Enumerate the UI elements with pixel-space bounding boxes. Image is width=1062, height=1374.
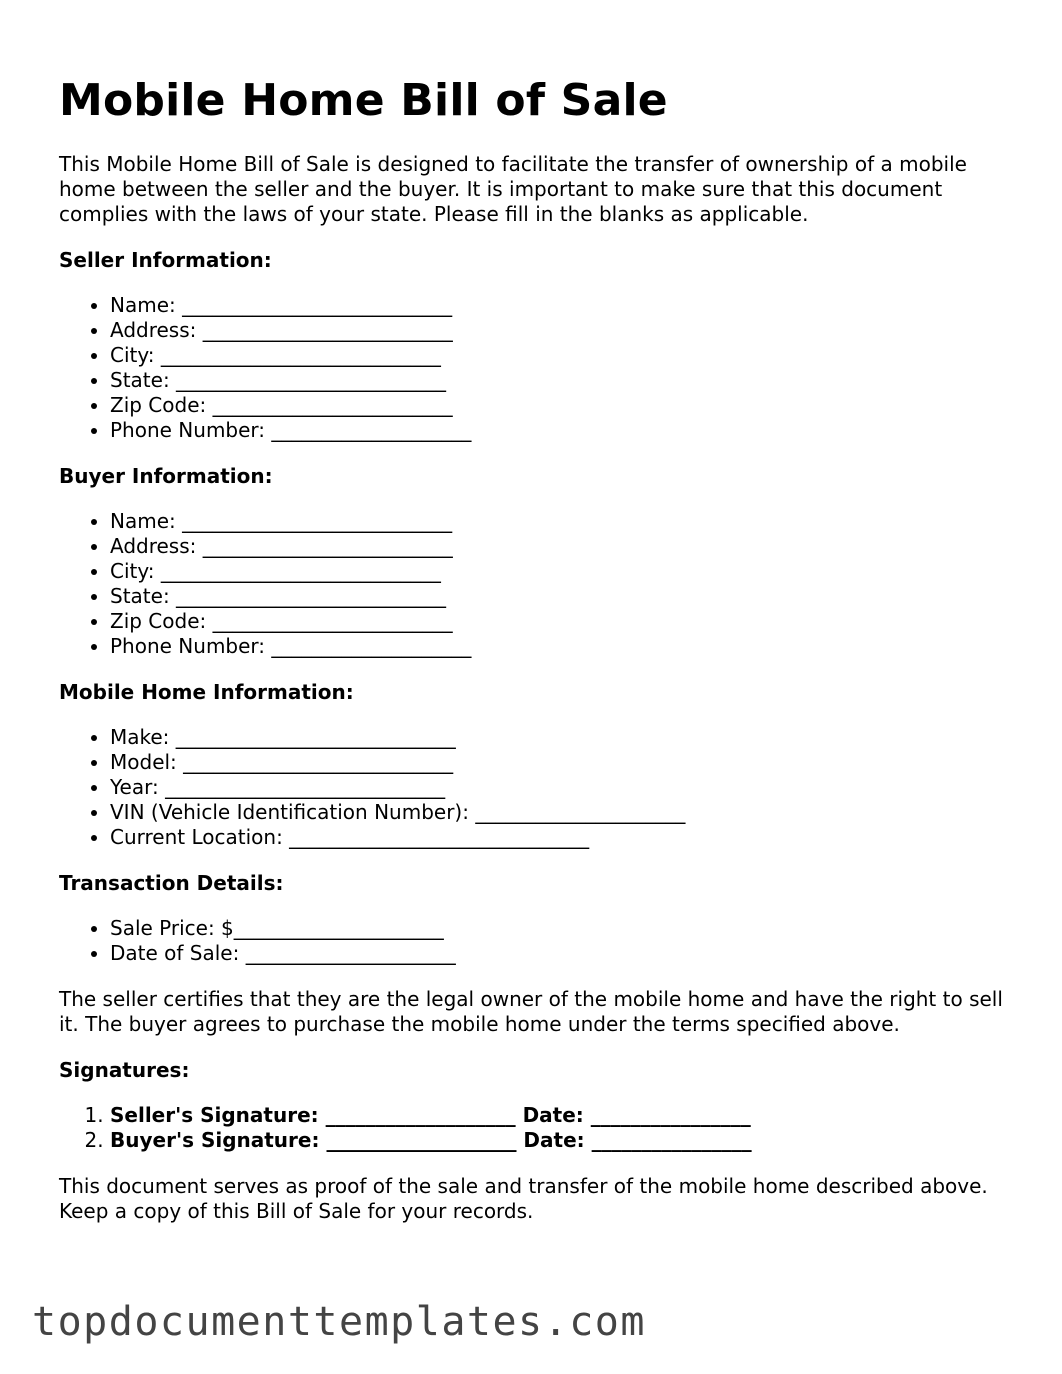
buyer-city-field: • City: ____________________________: [110, 559, 1009, 584]
transaction-list: [59, 916, 1009, 966]
buyer-date-label: Date:: [523, 1128, 585, 1152]
buyer-signature-blank: ___________________: [319, 1128, 524, 1152]
intro-paragraph: This Mobile Home Bill of Sale is designed to facilitate the transfer of ownership of a mobile home between the seller and the buyer. It is important to make sure that this document complies with the laws of your state. Please fill in the blanks as applicable.: [59, 152, 967, 226]
home-model-field: • Model: ___________________________: [110, 750, 1009, 775]
buyer-date-blank: ________________: [584, 1128, 752, 1152]
seller-name-field: • Name: ___________________________: [110, 293, 1009, 318]
buyer-signature-line: [110, 1128, 1009, 1153]
document-page: [59, 72, 1009, 1224]
transaction-heading: Transaction Details:: [59, 871, 284, 895]
sale-price-field: • Sale Price: $_____________________: [110, 916, 1009, 941]
buyer-state-field: • State: ___________________________: [110, 584, 1009, 609]
signatures-heading: Signatures:: [59, 1058, 190, 1082]
home-heading: Mobile Home Information:: [59, 680, 354, 704]
seller-date-label: Date:: [522, 1103, 584, 1127]
seller-list: [59, 293, 1009, 443]
buyer-name-field: • Name: ___________________________: [110, 509, 1009, 534]
buyer-list: [59, 509, 1009, 659]
buyer-heading: Buyer Information:: [59, 464, 273, 488]
certification-paragraph: The seller certifies that they are the legal owner of the mobile home and have the right to sell it. The buyer agrees to purchase the mobile home under the terms specified above.: [59, 987, 1003, 1036]
home-list: [59, 725, 1009, 850]
seller-phone-field: • Phone Number: ____________________: [110, 418, 1009, 443]
seller-date-blank: ________________: [583, 1103, 751, 1127]
home-vin-field: • VIN (Vehicle Identification Number): _____________________: [110, 800, 1009, 825]
watermark: topdocumenttemplates.com: [32, 1299, 646, 1345]
seller-signature-blank: ___________________: [318, 1103, 523, 1127]
buyer-signature-label: Buyer's Signature:: [110, 1128, 320, 1152]
buyer-address-field: • Address: _________________________: [110, 534, 1009, 559]
seller-signature-label: Seller's Signature:: [110, 1103, 319, 1127]
buyer-zip-field: • Zip Code: ________________________: [110, 609, 1009, 634]
seller-heading: Seller Information:: [59, 248, 272, 272]
seller-signature-line: [110, 1103, 1009, 1128]
seller-zip-field: • Zip Code: ________________________: [110, 393, 1009, 418]
home-make-field: • Make: ____________________________: [110, 725, 1009, 750]
sale-date-field: • Date of Sale: _____________________: [110, 941, 1009, 966]
seller-address-field: • Address: _________________________: [110, 318, 1009, 343]
page-title: Mobile Home Bill of Sale: [59, 75, 668, 126]
home-location-field: • Current Location: ______________________________: [110, 825, 1009, 850]
closing-paragraph: This document serves as proof of the sale and transfer of the mobile home described above. Keep a copy of this Bill of Sale for your records.: [59, 1174, 988, 1223]
seller-state-field: • State: ___________________________: [110, 368, 1009, 393]
home-year-field: • Year: ____________________________: [110, 775, 1009, 800]
buyer-phone-field: • Phone Number: ____________________: [110, 634, 1009, 659]
seller-city-field: • City: ____________________________: [110, 343, 1009, 368]
signatures-list: [59, 1103, 1009, 1153]
